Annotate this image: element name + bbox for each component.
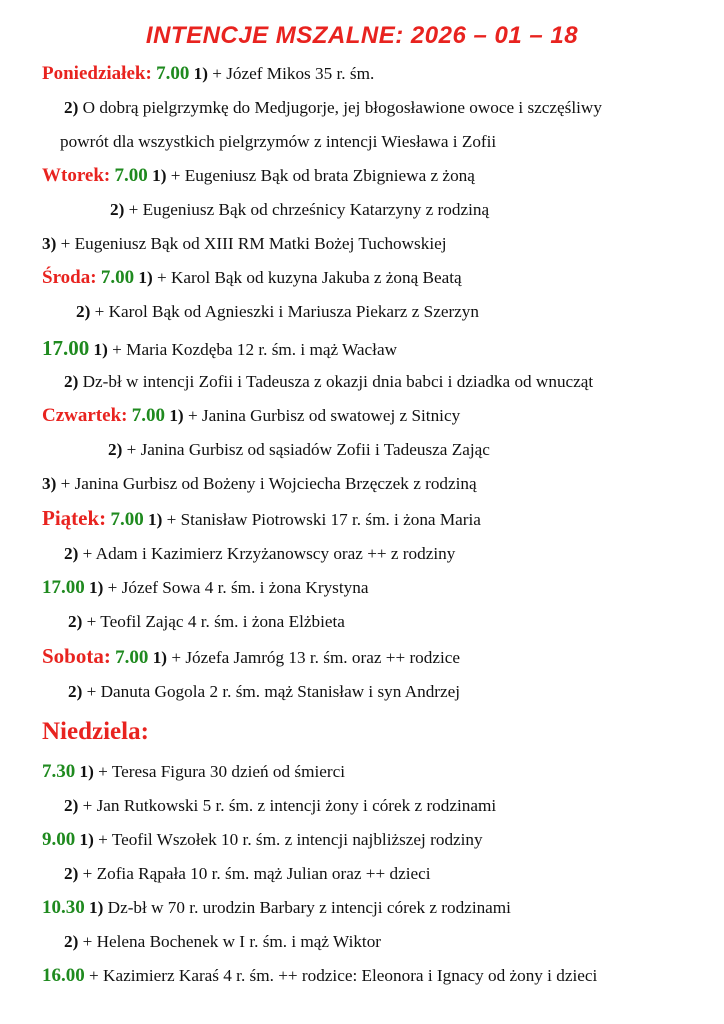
intention-number: 2) xyxy=(68,612,83,631)
intention-text: + Janina Gurbisz od Bożeny i Wojciecha Brzęczek z rodziną xyxy=(60,474,477,493)
intention-text: + Józef Sowa 4 r. śm. i żona Krystyna xyxy=(107,578,369,597)
intention-number: 1) xyxy=(79,830,94,849)
intention-text: + Janina Gurbisz od swatowej z Sitnicy xyxy=(187,406,461,425)
intention-line xyxy=(42,234,447,254)
mass-time: 7.00 xyxy=(115,647,149,668)
intention-number: 1) xyxy=(89,898,104,917)
day-label: Środa: xyxy=(42,267,97,288)
mass-time: 7.00 xyxy=(114,165,148,186)
intention-text: + Adam i Kazimierz Krzyżanowscy oraz ++ z rodziny xyxy=(82,544,456,563)
intention-number: 1) xyxy=(148,510,163,529)
mass-time: 7.30 xyxy=(42,761,76,782)
intention-line xyxy=(108,440,490,460)
intention-text: + Eugeniusz Bąk od XIII RM Matki Bożej Tuchowskiej xyxy=(60,234,447,253)
intention-text: + Helena Bochenek w I r. śm. i mąż Wiktor xyxy=(82,932,382,951)
intention-line xyxy=(42,762,345,782)
intention-number: 2) xyxy=(64,932,79,951)
intention-number: 2) xyxy=(64,864,79,883)
intention-text: + Kazimierz Karaś 4 r. śm. ++ rodzice: Eleonora i Ignacy od żony i dzieci xyxy=(89,966,598,985)
intention-number: 1) xyxy=(89,578,104,597)
day-label: Sobota: xyxy=(42,644,111,668)
intention-line xyxy=(64,372,593,392)
intention-number: 2) xyxy=(76,302,91,321)
intention-line xyxy=(42,474,477,494)
intention-line xyxy=(60,132,496,152)
mass-time: 9.00 xyxy=(42,829,76,850)
intention-number: 2) xyxy=(110,200,125,219)
intention-line xyxy=(110,200,489,220)
intention-text: + Janina Gurbisz od sąsiadów Zofii i Tadeusza Zając xyxy=(126,440,490,459)
intention-line xyxy=(64,796,496,816)
intention-text: + Eugeniusz Bąk od brata Zbigniewa z żoną xyxy=(170,166,475,185)
intention-number: 2) xyxy=(64,98,79,117)
intention-line xyxy=(68,682,460,702)
intention-line xyxy=(64,864,431,884)
intention-number: 1) xyxy=(152,648,168,667)
intention-line xyxy=(42,578,368,598)
intention-number: 1) xyxy=(152,166,167,185)
mass-time: 7.00 xyxy=(100,267,135,288)
intention-number: 1) xyxy=(193,64,208,83)
day-label: Czwartek: xyxy=(42,405,128,426)
intention-text: powrót dla wszystkich pielgrzymów z intencji Wiesława i Zofii xyxy=(60,132,497,151)
sunday-heading: Niedziela: xyxy=(42,718,149,745)
intention-line xyxy=(64,98,602,118)
intention-line xyxy=(42,406,460,426)
day-label: Piątek: xyxy=(42,506,107,530)
mass-time: 7.00 xyxy=(110,509,144,530)
intention-number: 2) xyxy=(108,440,123,459)
intention-line xyxy=(64,932,381,952)
intention-line xyxy=(42,64,374,84)
intention-text: O dobrą pielgrzymkę do Medjugorje, jej błogosławione owoce i szczęśliwy xyxy=(82,98,602,117)
intention-line xyxy=(42,166,475,186)
intention-text: + Eugeniusz Bąk od chrześnicy Katarzyny z rodziną xyxy=(128,200,490,219)
mass-time: 17.00 xyxy=(42,577,85,598)
intention-number: 3) xyxy=(42,234,57,253)
intention-number: 1) xyxy=(169,406,184,425)
intention-text: + Józef Mikos 35 r. śm. xyxy=(212,64,375,83)
day-label: Poniedziałek: xyxy=(42,63,152,84)
intention-number: 3) xyxy=(42,474,57,493)
intention-text: Dz-bł w 70 r. urodzin Barbary z intencji córek z rodzinami xyxy=(107,898,511,917)
intention-number: 2) xyxy=(64,796,79,815)
intention-line xyxy=(42,268,462,288)
intention-number: 1) xyxy=(93,340,108,359)
intention-line xyxy=(42,646,460,668)
intention-number: 2) xyxy=(68,682,83,701)
intention-text: + Teresa Figura 30 dzień od śmierci xyxy=(98,762,345,781)
day-label: Wtorek: xyxy=(42,165,111,186)
mass-time: 10.30 xyxy=(42,897,85,918)
intention-line xyxy=(42,898,511,918)
intention-line xyxy=(64,544,455,564)
mass-time: 17.00 xyxy=(42,336,90,360)
intention-number: 1) xyxy=(79,762,94,781)
intention-line xyxy=(42,966,597,986)
page-title: INTENCJE MSZALNE: 2026 – 01 – 18 xyxy=(145,22,579,49)
intention-text: + Karol Bąk od kuzyna Jakuba z żoną Beatą xyxy=(157,268,462,287)
intention-line xyxy=(68,612,345,632)
intention-text: + Teofil Wszołek 10 r. śm. z intencji najbliższej rodziny xyxy=(98,830,483,849)
intention-text: + Zofia Rąpała 10 r. śm. mąż Julian oraz ++ dzieci xyxy=(82,864,431,883)
intention-text: + Józefa Jamróg 13 r. śm. oraz ++ rodzice xyxy=(171,648,461,667)
intention-text: + Teofil Zając 4 r. śm. i żona Elżbieta xyxy=(86,612,345,631)
intention-text: + Karol Bąk od Agnieszki i Mariusza Piekarz z Szerzyn xyxy=(94,302,479,321)
intention-line xyxy=(42,338,397,360)
intention-line xyxy=(76,302,479,322)
intention-number: 1) xyxy=(138,268,153,287)
intention-number: 2) xyxy=(64,372,79,391)
intention-text: + Danuta Gogola 2 r. śm. mąż Stanisław i syn Andrzej xyxy=(86,682,461,701)
intention-text: + Jan Rutkowski 5 r. śm. z intencji żony i córek z rodzinami xyxy=(82,796,497,815)
intention-line xyxy=(42,830,483,850)
intention-line xyxy=(42,508,481,530)
mass-time: 7.00 xyxy=(156,63,190,84)
intention-text: Dz-bł w intencji Zofii i Tadeusza z okazji dnia babci i dziadka od wnucząt xyxy=(82,372,594,391)
mass-time: 16.00 xyxy=(42,965,85,986)
mass-time: 7.00 xyxy=(131,405,166,426)
intention-text: + Stanisław Piotrowski 17 r. śm. i żona Maria xyxy=(166,510,481,529)
intention-number: 2) xyxy=(64,544,79,563)
intention-text: + Maria Kozdęba 12 r. śm. i mąż Wacław xyxy=(112,340,397,359)
